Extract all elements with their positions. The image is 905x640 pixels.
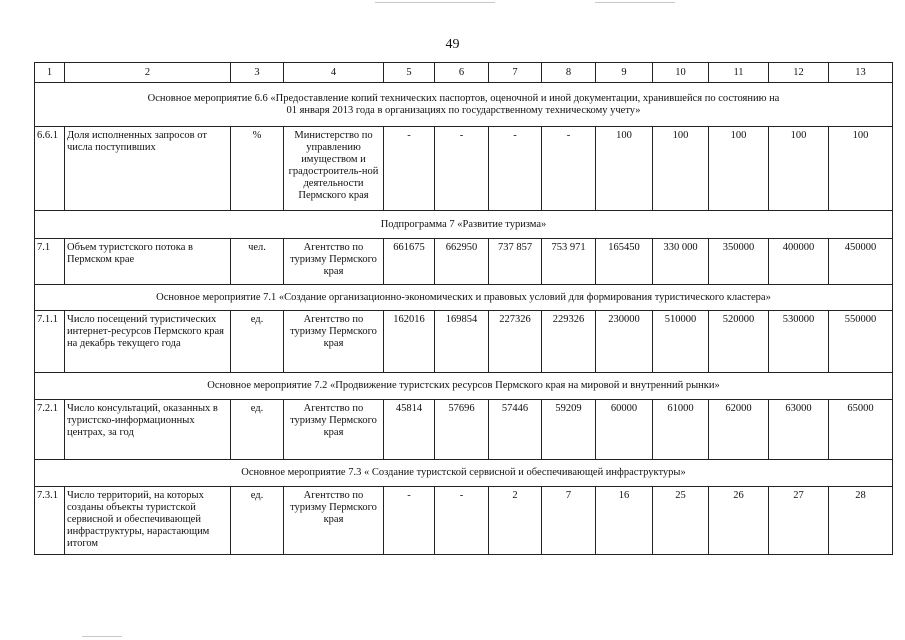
value-cell: 65000 [829, 400, 893, 460]
scan-artifact-bottom-line [82, 636, 122, 637]
value-cell: 57446 [489, 400, 542, 460]
value-cell: 61000 [653, 400, 709, 460]
value-cell: 63000 [769, 400, 829, 460]
unit: чел. [231, 239, 284, 285]
value-cell: 62000 [709, 400, 769, 460]
indicator-name: Число территорий, на которых созданы объекты туристской сервисной и обеспечивающей инфраструктуры, нарастающим итогом [65, 487, 231, 555]
column-number-cell: 7 [489, 63, 542, 83]
value-cell: 2 [489, 487, 542, 555]
column-number-cell: 4 [284, 63, 384, 83]
value-cell: 165450 [596, 239, 653, 285]
unit: ед. [231, 400, 284, 460]
value-cell: 530000 [769, 311, 829, 373]
value-cell: 229326 [542, 311, 596, 373]
column-number-cell: 8 [542, 63, 596, 83]
column-number-cell: 1 [35, 63, 65, 83]
page-number: 49 [445, 37, 460, 52]
value-cell: 550000 [829, 311, 893, 373]
section-title: Основное мероприятие 7.1 «Создание организационно-экономических и правовых условий для формирования туристического кластера» [35, 285, 893, 311]
value-cell: 28 [829, 487, 893, 555]
value-cell: - [435, 127, 489, 211]
table-row [35, 239, 893, 285]
section-title: Основное мероприятие 7.3 « Создание туристской сервисной и обеспечивающей инфраструктуры» [35, 460, 893, 487]
column-number-cell: 9 [596, 63, 653, 83]
row-id: 7.3.1 [35, 487, 65, 555]
table-row [35, 311, 893, 373]
indicator-name: Число консультаций, оказанных в туристско-информационных центрах, за год [65, 400, 231, 460]
column-number-cell: 10 [653, 63, 709, 83]
value-cell: 162016 [384, 311, 435, 373]
row-id: 7.1.1 [35, 311, 65, 373]
value-cell: - [489, 127, 542, 211]
scan-artifact-top-line [375, 2, 495, 3]
scan-artifact-top-line-2 [595, 2, 675, 3]
value-cell: 100 [596, 127, 653, 211]
section-title-row [35, 460, 893, 487]
executor: Агентство по туризму Пермского края [284, 311, 384, 373]
value-cell: 230000 [596, 311, 653, 373]
value-cell: 16 [596, 487, 653, 555]
indicators-table [34, 62, 893, 555]
value-cell: 57696 [435, 400, 489, 460]
table-row [35, 127, 893, 211]
value-cell: 227326 [489, 311, 542, 373]
unit: ед. [231, 487, 284, 555]
value-cell: 25 [653, 487, 709, 555]
value-cell: 45814 [384, 400, 435, 460]
indicator-name: Доля исполненных запросов от числа поступивших [65, 127, 231, 211]
value-cell: 7 [542, 487, 596, 555]
value-cell: - [542, 127, 596, 211]
indicator-name: Число посещений туристических интернет-ресурсов Пермского края на декабрь текущего года [65, 311, 231, 373]
value-cell: 100 [709, 127, 769, 211]
row-id: 7.1 [35, 239, 65, 285]
section-title-row [35, 285, 893, 311]
value-cell: 100 [829, 127, 893, 211]
value-cell: 753 971 [542, 239, 596, 285]
value-cell: 330 000 [653, 239, 709, 285]
unit: % [231, 127, 284, 211]
value-cell: 737 857 [489, 239, 542, 285]
value-cell: - [384, 127, 435, 211]
value-cell: 661675 [384, 239, 435, 285]
unit: ед. [231, 311, 284, 373]
section-title: Основное мероприятие 7.2 «Продвижение туристских ресурсов Пермского края на мировой и внутренний рынки» [35, 373, 893, 400]
value-cell: 169854 [435, 311, 489, 373]
value-cell: 100 [769, 127, 829, 211]
executor: Агентство по туризму Пермского края [284, 239, 384, 285]
table-row [35, 487, 893, 555]
column-number-cell: 5 [384, 63, 435, 83]
column-number-header-row [35, 63, 893, 83]
value-cell: 450000 [829, 239, 893, 285]
section-title: Подпрограмма 7 «Развитие туризма» [35, 211, 893, 239]
row-id: 6.6.1 [35, 127, 65, 211]
column-number-cell: 12 [769, 63, 829, 83]
value-cell: 520000 [709, 311, 769, 373]
value-cell: 59209 [542, 400, 596, 460]
value-cell: 662950 [435, 239, 489, 285]
value-cell: 100 [653, 127, 709, 211]
column-number-cell: 2 [65, 63, 231, 83]
section-title-row [35, 211, 893, 239]
value-cell: - [384, 487, 435, 555]
section-title-row [35, 83, 893, 127]
executor: Агентство по туризму Пермского края [284, 487, 384, 555]
indicator-name: Объем туристского потока в Пермском крае [65, 239, 231, 285]
column-number-cell: 3 [231, 63, 284, 83]
row-id: 7.2.1 [35, 400, 65, 460]
column-number-cell: 13 [829, 63, 893, 83]
value-cell: 27 [769, 487, 829, 555]
column-number-cell: 11 [709, 63, 769, 83]
section-title-row [35, 373, 893, 400]
value-cell: 350000 [709, 239, 769, 285]
section-title: Основное мероприятие 6.6 «Предоставление копий технических паспортов, оценочной и иной документации, хранившейся по состоянию на 01 января 2013 года в организациях по государственному техническому учету» [35, 83, 893, 127]
executor: Министерство по управлению имуществом и градостроитель-ной деятельности Пермского края [284, 127, 384, 211]
value-cell: 26 [709, 487, 769, 555]
executor: Агентство по туризму Пермского края [284, 400, 384, 460]
column-number-cell: 6 [435, 63, 489, 83]
value-cell: - [435, 487, 489, 555]
value-cell: 510000 [653, 311, 709, 373]
value-cell: 60000 [596, 400, 653, 460]
value-cell: 400000 [769, 239, 829, 285]
table-row [35, 400, 893, 460]
